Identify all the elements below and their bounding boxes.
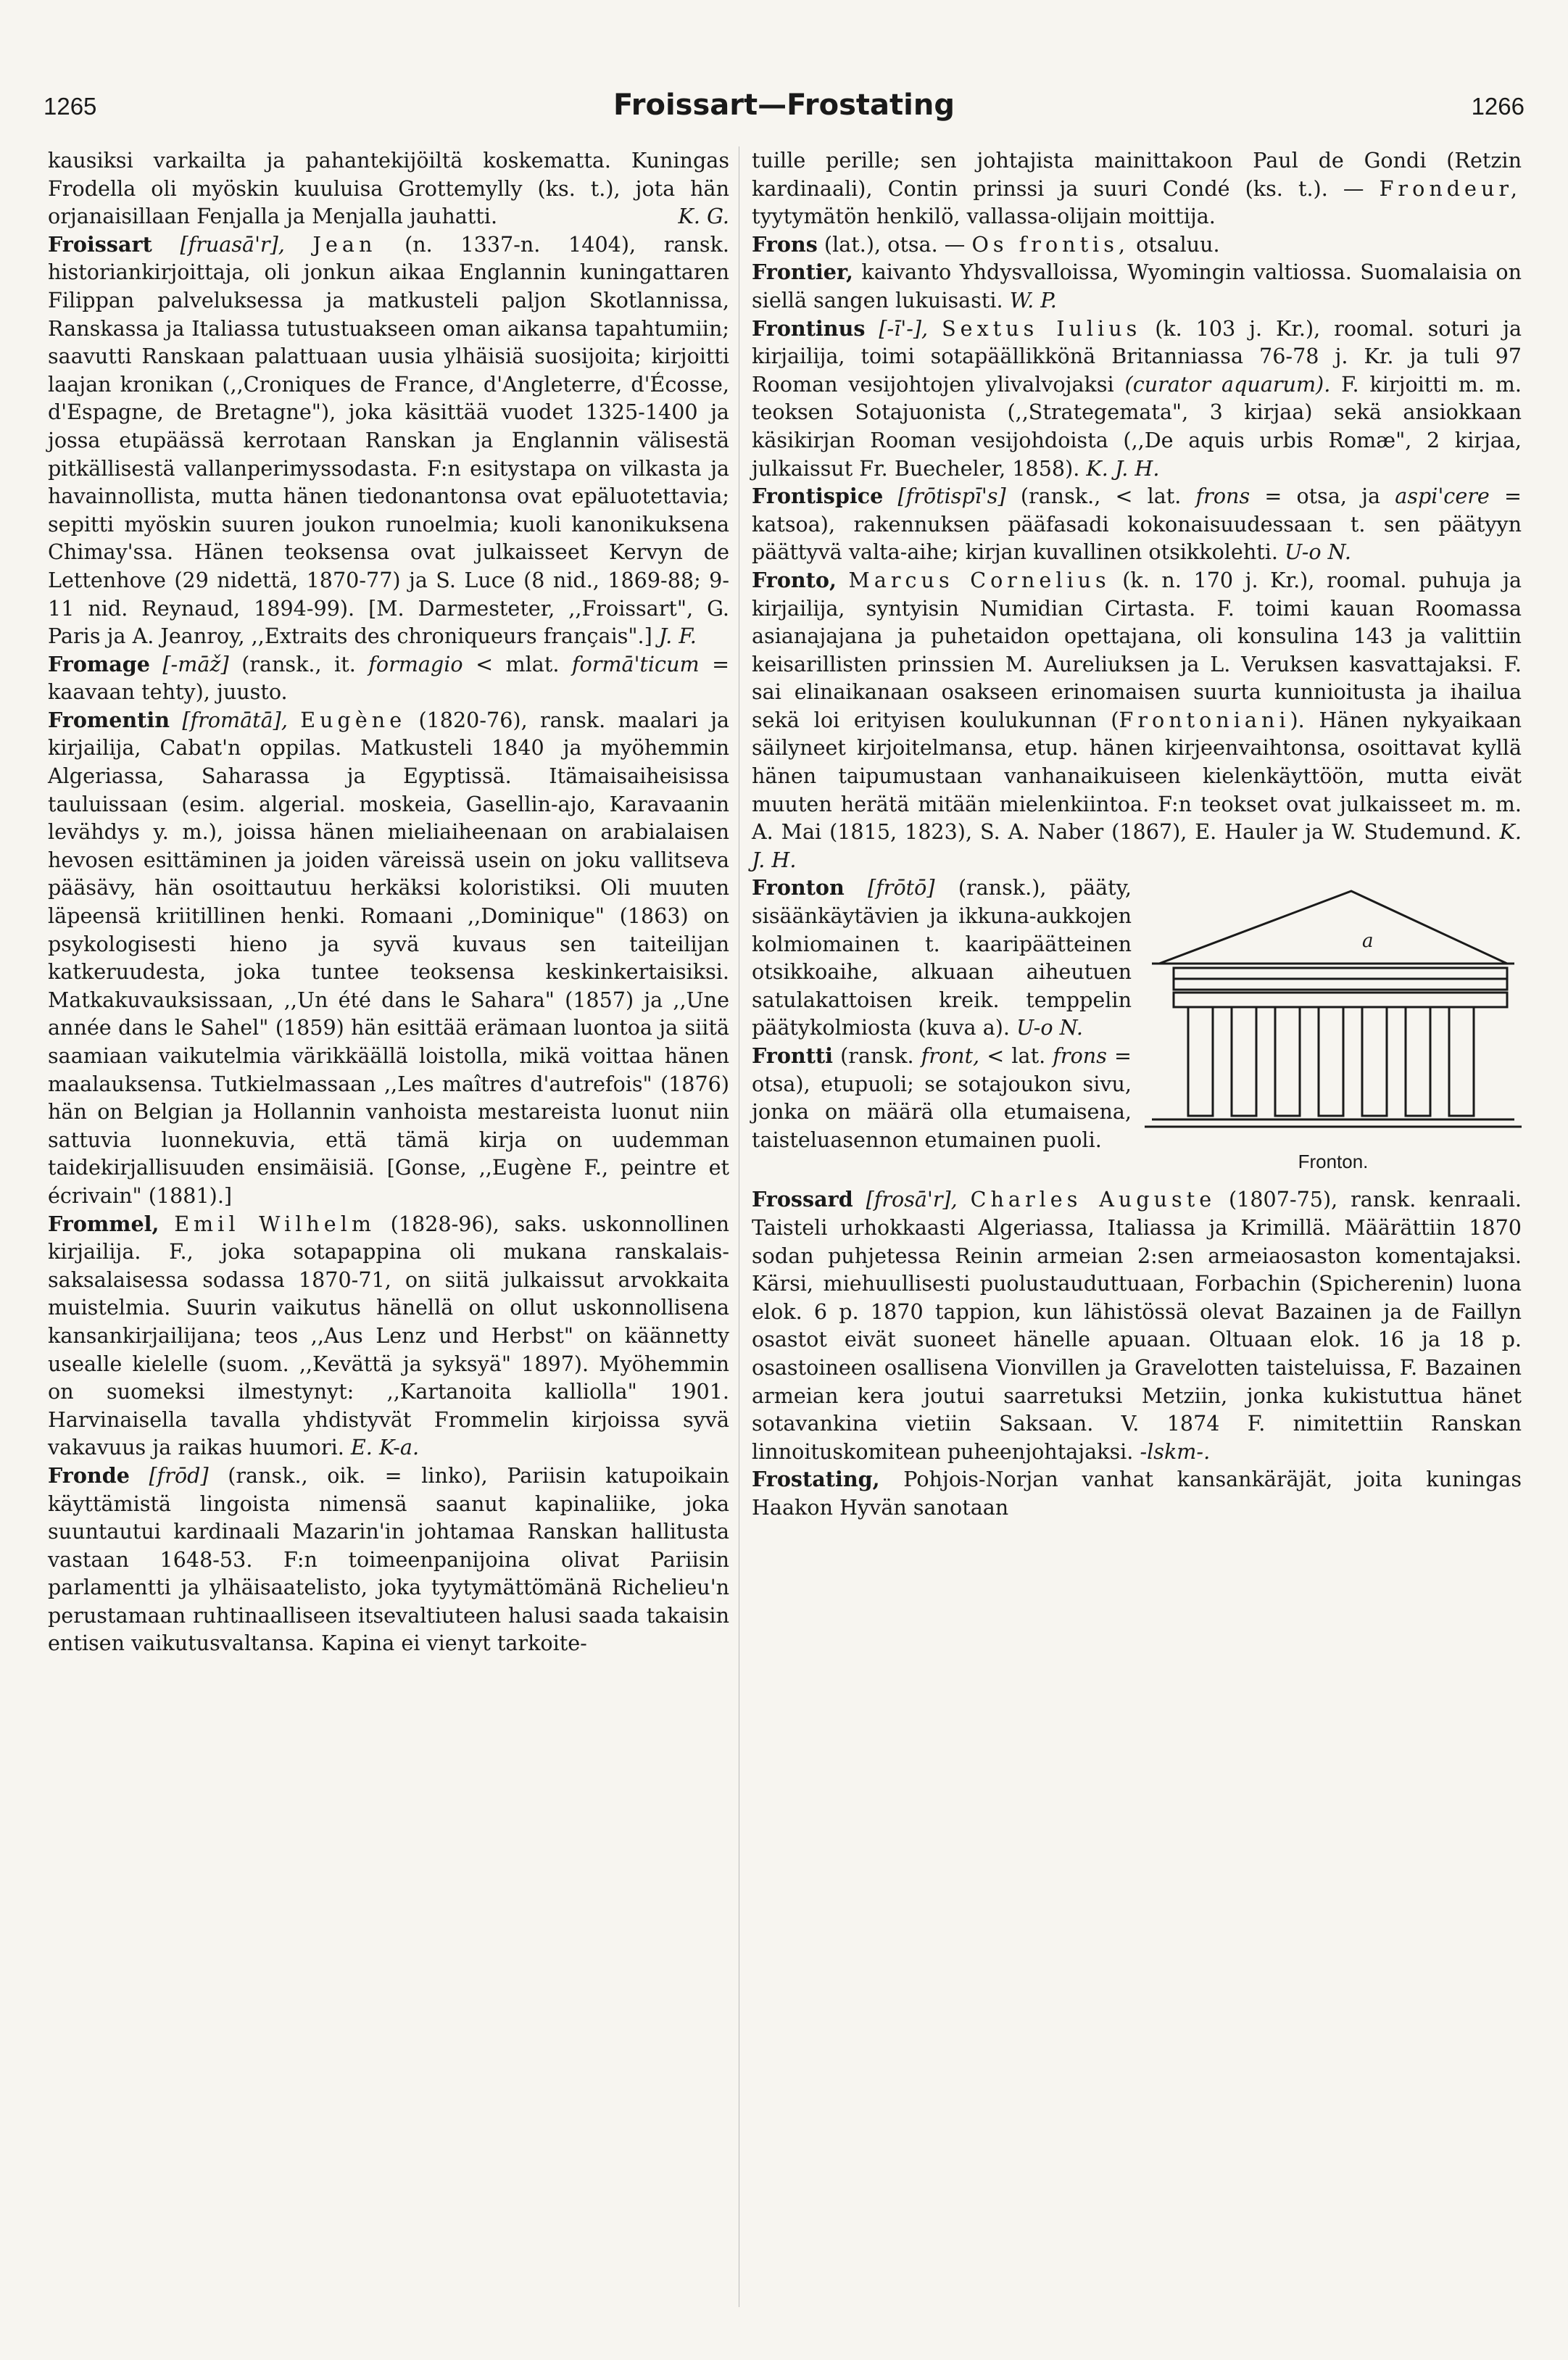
headword: Frommel, (48, 1211, 159, 1236)
running-title: Froissart—Frostating (613, 88, 955, 122)
entry-frontier: Frontier, kaivanto Yhdysvalloissa, Wyomingin valtiossa. Suomalaisia on siellä sangen lukuisasti. W. P. (752, 260, 1522, 312)
pediment-triangle (1159, 891, 1507, 964)
entry-frontispice: Frontispice [frōtispī's] (ransk., < lat. frons = otsa, ja aspi'cere = katsoa), rakennuksen pääfasadi kokonaisuudessaan t. sen päätyyn päättyvä valta-aihe; kirjan kuvallinen otsikkolehti. U-o N. (752, 484, 1522, 565)
page-header (43, 88, 1525, 132)
signature: K. J. H. (1086, 455, 1160, 481)
entry-fromage: Fromage [-māž] (ransk., it. formagio < mlat. formā'ticum = kaavaan tehty), juusto. (48, 651, 730, 705)
entry-fromentin: Fromentin [fromātā], Eugène (1820-76), ransk. maalari ja kirjailija, Cabat'n oppilas. Matkusteli 1840 ja myöhemmin Algeriassa, Saharassa ja Egyptissä. Itämaisaiheisissa tauluissaan (esim. algerial. moskeia, Gasellin-ajo, Karavaanin levähdys y. m.), joissa hänen mieliaiheenaan on arabialaisen hevosen esittäminen ja joiden väreissä usein on joku vallitseva pääsävy, hän osoittautuu herkäksi koloristiksi. Oli muuten läpeensä kriitillinen henki. Romaani ,,Dominique" (1863) on psykologisesti hieno ja syvä kuvaus sen taiteilijan katkeruudesta, joka tuntee teoksensa keskinkertaisiksi. Matkakuvauksissaan, ,,Un été dans le Sahara" (1857) ja ,,Une année dans le Sahel" (1859) hän esittää erämaan luontoa ja siitä saamiaan vaikutelmia värikkäällä loistolla, mikä voittaa hänen maalauksensa. Tutkielmassaan ,,Les maîtres d'autrefois" (1876) hän on Belgian ja Hollannin vanhoista mestareista luonut niin sattuvia luonnekuvia, että tämä kirja on uudemman taidekirjallisuuden ensimäisiä. [Gonse, ,,Eugène F., peintre et écrivain" (1881).] (48, 707, 729, 1208)
signature: -lskm-. (1140, 1438, 1211, 1464)
temple-pediment-illustration (1145, 877, 1522, 1152)
page-number-right: 1266 (1471, 93, 1525, 120)
figure-label-a: a (1362, 930, 1374, 953)
signature: W. P. (1009, 287, 1057, 312)
right-column (752, 146, 1522, 1522)
headword: Fronto, (752, 567, 837, 592)
entry-fronto: Fronto, Marcus Cornelius (k. n. 170 j. Kr.), roomal. puhuja ja kirjailija, syntyisin Numidian Cirtasta. F. toimi kauan Roomassa asianajajana ja puhetaidon opettajana, oli konsulina 143 ja valittiin keisarillisten prinssien M. Aureliuksen ja L. Veruksen kasvattajaksi. F. sai elinaikanaan osakseen erinomaisen suurta kunnioitusta ja ihailua sekä loi erityisen koulukunnan (Frontoniani). Hänen nykyaikaan säilyneet kirjoitelmansa, etup. hänen kirjeenvaihtonsa, osoittavat kyllä hänen taipumustaan vanhanaikuiseen kielenkäyttöön, mutta eivät muuten herätä mitään mielenkiintoa. F:n teokset ovat julkaisseet m. m. A. Mai (1815, 1823), S. A. Naber (1867), E. Hauler ja W. Studemund. K. J. H. (752, 567, 1522, 872)
headword: Frontti (752, 1043, 834, 1068)
entry-frontti: Frontti (ransk. front, < lat. frons = otsa), etupuoli; se sotajoukon sivu, jonka on määrä olla etumaisena, taisteluasennon etumainen puoli. (752, 1043, 1132, 1152)
left-column (48, 146, 729, 1657)
headword: Frons (752, 231, 818, 257)
page-number-left: 1265 (43, 93, 97, 120)
signature: J. F. (658, 624, 697, 649)
headword: Frontinus (752, 315, 866, 341)
headword: Fronton (752, 875, 845, 900)
entry-frossard: Frossard [frosā'r], Charles Auguste (1807-75), ransk. kenraali. Taisteli urhokkaasti Algeriassa, Italiassa ja Krimillä. Määrättiin 1870 sodan puhjetessa Reinin armeian 2:sen armeiaosaston komentajaksi. Kärsi, miehuullisesti puolustauduttuaan, Forbachin (Spicherenin) luona elok. 6 p. 1870 tappion, kun lähistössä olevat Bazainen ja de Faillyn osastot eivät suoneet hänelle apuaan. Oltuaan elok. 16 ja 18 p. osastoineen osallisena Vionvillen ja Gravelotten taisteluissa, F. Bazainen armeian kera joutui saarretuksi Metziin, jonka kukistuttua hänet sotavankina vietiin Saksaan. V. 1874 F. nimitettiin Ranskan linnoituskomitean puheenjohtajaksi. -lskm-. (752, 1187, 1522, 1464)
headword: Frontispice (752, 484, 884, 509)
entry-fronton: a Fronton. Fronton [frōtō] (ransk.), pääty, sisäänkäytävien ja ikkuna-aukkojen kolmiomainen t. kaaripäätteinen otsikkoaihe, alkuaan aiheutuen satulakattoisen kreik. temppelin päätykolmiosta (kuva a). U-o N. (752, 874, 1522, 1042)
fronton-figure (1145, 877, 1522, 1181)
headword: Frossard (752, 1187, 853, 1212)
headword: Frostating, (752, 1467, 880, 1492)
signature: K. J. H. (752, 819, 1522, 872)
headword: Frontier, (752, 260, 853, 285)
entry-frons: Frons (lat.), otsa. — Os frontis, otsaluu. (752, 231, 1220, 257)
headword: Froissart (48, 231, 152, 257)
entry-frode-continued: kausiksi varkailta ja pahantekijöiltä koskematta. Kuningas Frodella oli myöskin kuuluisa Grottemylly (ks. t.), jota hän orjanaisillaan Fenjalla ja Menjalla jauhatti. K. G. (48, 146, 729, 231)
headword: Fromentin (48, 707, 170, 732)
entry-fronde: Fronde [frōd] (ransk., oik. = linko), Pariisin katupoikain käyttämistä lingoista nimensä saanut kapinaliike, joka suuntautui kardinaali Mazarin'in johtamaa Ranskan hallitusta vastaan 1648-53. F:n toimeenpanijoina olivat Pariisin parlamentti ja ylhäisaatelisto, joka tyytymättömänä Richelieu'n perustamaan ruhtinaalliseen itsevaltiuteen halusi saada takaisin entisen vaikutusvaltansa. Kapina ei vienyt tarkoite- (48, 1462, 730, 1656)
entry-frommel: Frommel, Emil Wilhelm (1828-96), saks. uskonnollinen kirjailija. F., joka sotapappina oli mukana ranskalais-saksalaisessa sodassa 1870-71, on siitä julkaissut arvokkaita muistelmia. Suurin vaikutus hänellä on ollut uskonnollisena kansankirjailijana; teos ,,Aus Lenz und Herbst" on käännetty usealle kielelle (suom. ,,Kevättä ja syksyä" 1897). Myöhemmin on suomeksi ilmestynyt: ,,Kartanoita kalliolla" 1901. Harvinaisella tavalla yhdistyvät Frommelin kirjoissa syvä vakavuus ja raikas huumori. E. K-a. (48, 1211, 729, 1460)
entry-froissart: Froissart [fruasā'r], Jean (n. 1337-n. 1404), ransk. historiankirjoittaja, oli jonkun aikaa Englannin kuningattaren Filippan palveluksessa ja matkusteli paljon Skotlannissa, Ranskassa ja Italiassa tutustuakseen oman aikansa tapahtumiin; saavutti Ranskaan palattuaan uusia ylhäisiä suosijoita; kirjoitti laajan kronikan (,,Croniques de France, d'Angleterre, d'Écosse, d'Espagne, de Bretagne"), joka käsittää vuodet 1325-1400 ja jossa etupäässä kerrotaan Ranskan ja Englannin välisestä pitkällisestä vallanperimyssodasta. F:n esitystapa on vilkasta ja havainnollista, mutta hänen tiedonantonsa ovat epäluotettavia; sepitti myöskin suuren joukon runoelmia; kuoli kanonikuksena Chimay'ssa. Hänen teoksensa ovat julkaisseet Kervyn de Lettenhove (29 nidettä, 1870-77) ja S. Luce (8 nid., 1869-88; 9-11 nid. Reynaud, 1894-99). [M. Darmesteter, ,,Froissart", G. Paris ja A. Jeanroy, ,,Extraits des chroniqueurs français".] J. F. (48, 231, 729, 649)
signature: U-o N. (1016, 1015, 1083, 1040)
figure-caption: Fronton. (1298, 1150, 1369, 1172)
headword: Fronde (48, 1462, 130, 1488)
signature: K. G. (678, 204, 729, 229)
entry-fronde-continued: tuille perille; sen johtajista mainittakoon Paul de Gondi (Retzin kardinaali), Contin prinssi ja suuri Condé (ks. t.). — Frondeur, tyytymätön henkilö, vallassa-olijain moittija. (752, 148, 1522, 229)
signature: E. K-a. (350, 1435, 420, 1460)
columns (1188, 1007, 1474, 1116)
signature: U-o N. (1285, 539, 1351, 565)
entry-frontinus: Frontinus [-ī'-], Sextus Iulius (k. 103 j. Kr.), roomal. soturi ja kirjailija, toimi sotapäällikkönä Britanniassa 76-78 j. Kr. ja tuli 97 Rooman vesijohtojen ylivalvojaksi (curator aquarum). F. kirjoitti m. m. teoksen Sotajuonista (,,Strategemata", 3 kirjaa) sekä ansiokkaan käsikirjan Rooman vesijohdoista (,,De aquis urbis Romæ", 2 kirjaa, julkaissut Fr. Buecheler, 1858). K. J. H. (752, 315, 1522, 481)
headword: Fromage (48, 651, 150, 676)
entry-frostating: Frostating, Pohjois-Norjan vanhat kansankäräjät, joita kuningas Haakon Hyvän sanotaan (752, 1467, 1522, 1520)
